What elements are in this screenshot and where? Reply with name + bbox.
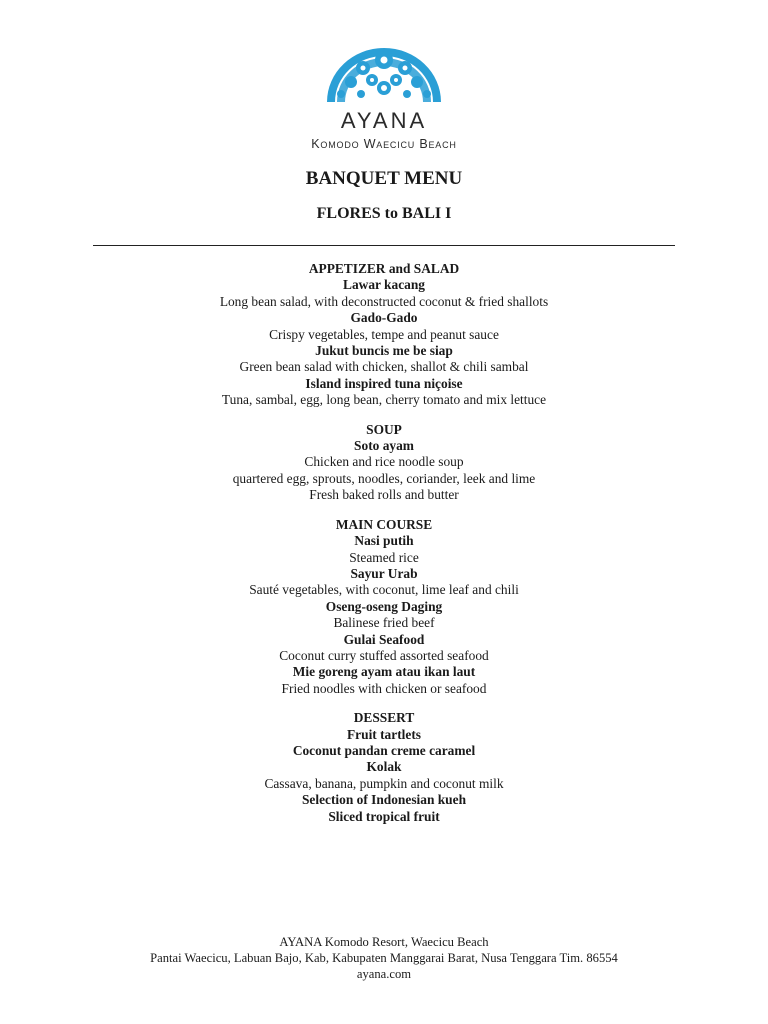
menu-item-name: Sliced tropical fruit (328, 808, 440, 824)
section-heading: APPETIZER and SALAD (308, 261, 460, 276)
menu-item-description: Chicken and rice noodle soup (304, 454, 464, 470)
menu-item-name: Lawar kacang (343, 277, 425, 293)
section-heading: MAIN COURSE (335, 516, 433, 532)
menu-item-name: Coconut pandan creme caramel (292, 742, 476, 758)
menu-item-name: Sayur Urab (350, 565, 418, 581)
menu-item-name: Gulai Seafood (343, 631, 425, 647)
menu-item-description: Fresh baked rolls and butter (309, 487, 459, 503)
menu-item-description: Long bean salad, with deconstructed coconut & fried shallots (219, 293, 549, 309)
footer-website: ayana.com (356, 967, 412, 981)
menu-item-name: Kolak (366, 759, 402, 775)
footer-address-title: AYANA Komodo Resort, Waecicu Beach (279, 935, 489, 949)
page-title: BANQUET MENU (305, 168, 463, 189)
menu-item-description: Sauté vegetables, with coconut, lime leaf and chili (249, 582, 519, 598)
section-heading: DESSERT (353, 710, 415, 726)
menu-section (0, 710, 768, 825)
menu-item-name: Gado-Gado (350, 310, 418, 326)
menu-item-description: Cassava, banana, pumpkin and coconut milk (264, 775, 504, 791)
menu-item-name: Fruit tartlets (347, 726, 421, 742)
menu-section (0, 517, 768, 697)
menu-item-name: Oseng-oseng Daging (325, 598, 443, 614)
divider (93, 245, 675, 246)
brand-logo (0, 44, 768, 151)
ayana-emblem-icon (323, 44, 445, 104)
brand-name: AYANA (340, 108, 428, 133)
menu-subtitle: FLORES to BALI I (316, 205, 452, 222)
brand-subtitle: Komodo Waecicu Beach (311, 137, 457, 151)
menu-item-description: Tuna, sambal, egg, long bean, cherry tomato and mix lettuce (221, 392, 547, 408)
menu-item-description: Steamed rice (349, 549, 419, 565)
section-heading: SOUP (366, 421, 402, 437)
menu-item-description: Coconut curry stuffed assorted seafood (279, 647, 489, 663)
menu-item-name: Soto ayam (354, 438, 414, 454)
menu-item-description: Green bean salad with chicken, shallot & chili sambal (239, 359, 529, 375)
menu-section (0, 422, 768, 504)
menu-item-name: Nasi putih (354, 533, 414, 549)
menu-item-name: Jukut buncis me be siap (315, 343, 453, 359)
menu-body (0, 261, 768, 838)
menu-item-description: quartered egg, sprouts, noodles, coriander, leek and lime (232, 470, 536, 486)
menu-item-name: Island inspired tuna niçoise (305, 375, 463, 391)
menu-item-name: Mie goreng ayam atau ikan laut (292, 664, 476, 680)
menu-item-description: Fried noodles with chicken or seafood (281, 680, 487, 696)
footer (0, 934, 768, 982)
menu-item-description: Balinese fried beef (333, 615, 435, 631)
menu-item-name: Selection of Indonesian kueh (301, 792, 467, 808)
menu-section (0, 261, 768, 409)
menu-item-description: Crispy vegetables, tempe and peanut sauce (269, 326, 499, 342)
footer-address: Pantai Waecicu, Labuan Bajo, Kab, Kabupaten Manggarai Barat, Nusa Tenggara Tim. 86554 (150, 951, 618, 965)
